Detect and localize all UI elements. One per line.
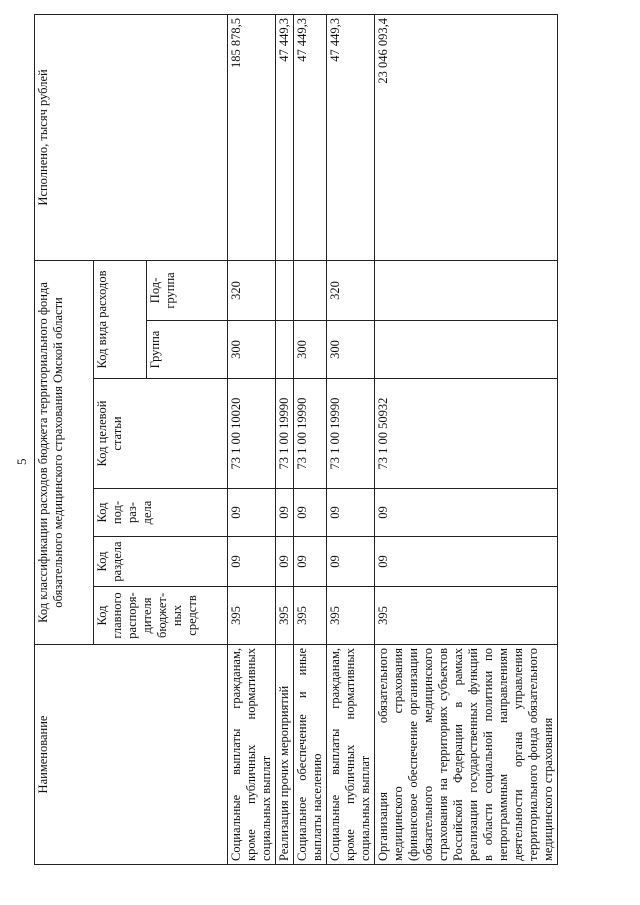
- row-name: Социальные выплаты гражданам, кроме публичных нормативных социальных выплат: [327, 645, 375, 865]
- table-row: [276, 14, 294, 864]
- row-subgroup: 320: [327, 260, 375, 320]
- row-amount: 23 046 093,4: [375, 14, 558, 260]
- page-number: 5: [14, 458, 29, 465]
- row-amount: 47 449,3: [276, 14, 294, 260]
- header-group: Группа: [147, 321, 228, 379]
- table-row: [327, 14, 375, 864]
- row-subsection: 09: [228, 489, 276, 537]
- row-subgroup: 320: [228, 260, 276, 320]
- row-main-code: 395: [294, 587, 327, 645]
- row-name: Организация обязательного медицинского страхования (финансовое обеспечение организации обязательного медицинского страхования на территориях субъектов Российской Федерации в рамках реализации государственных функций в области социальной политики по непрограммным направлениям деятельности органа управления территориального фонда обязательного медицинского страхования: [375, 645, 558, 865]
- row-amount: 47 449,3: [294, 14, 327, 260]
- row-target: 73 1 00 19990: [327, 379, 375, 489]
- row-subsection: 09: [327, 489, 375, 537]
- row-name: Социальное обеспечение и иные выплаты населению: [294, 645, 327, 865]
- row-target: 73 1 00 10020: [228, 379, 276, 489]
- header-expense-type: Код вида расходов: [94, 260, 147, 378]
- row-section: 09: [276, 537, 294, 587]
- row-amount: 185 878,5: [228, 14, 276, 260]
- table-row: [228, 14, 276, 864]
- row-subsection: 09: [375, 489, 558, 537]
- header-subsection: Код под- раз- дела: [94, 489, 228, 537]
- row-target: 73 1 00 50932: [375, 379, 558, 489]
- header-subgroup: Под- группа: [147, 260, 228, 320]
- header-name: Наименование: [35, 645, 228, 865]
- header-section: Код раздела: [94, 537, 228, 587]
- budget-table: [34, 14, 558, 865]
- table-row: [375, 14, 558, 864]
- row-group: 300: [294, 321, 327, 379]
- row-target: 73 1 00 19990: [276, 379, 294, 489]
- row-subgroup: [375, 260, 558, 320]
- row-section: 09: [294, 537, 327, 587]
- row-group: [276, 321, 294, 379]
- row-main-code: 395: [228, 587, 276, 645]
- row-subgroup: [276, 260, 294, 320]
- row-amount: 47 449,3: [327, 14, 375, 260]
- row-subsection: 09: [276, 489, 294, 537]
- row-subgroup: [294, 260, 327, 320]
- table-row: [294, 14, 327, 864]
- row-section: 09: [228, 537, 276, 587]
- row-group: 300: [228, 321, 276, 379]
- row-section: 09: [327, 537, 375, 587]
- header-target-article: Код целевой статьи: [94, 379, 228, 489]
- row-group: 300: [327, 321, 375, 379]
- row-target: 73 1 00 19990: [294, 379, 327, 489]
- row-main-code: 395: [276, 587, 294, 645]
- row-name: Реализация прочих мероприятий: [276, 645, 294, 865]
- header-executed: Исполнено, тысяч рублей: [35, 14, 228, 260]
- row-main-code: 395: [327, 587, 375, 645]
- row-name: Социальные выплаты гражданам, кроме публичных нормативных социальных выплат: [228, 645, 276, 865]
- row-subsection: 09: [294, 489, 327, 537]
- row-main-code: 395: [375, 587, 558, 645]
- header-main-manager: Код главного распоря- дителя бюджет- ных средств: [94, 587, 228, 645]
- header-classification: Код классификации расходов бюджета территориального фонда обязательного медицинского страхования Омской области: [35, 260, 94, 644]
- row-section: 09: [375, 537, 558, 587]
- row-group: [375, 321, 558, 379]
